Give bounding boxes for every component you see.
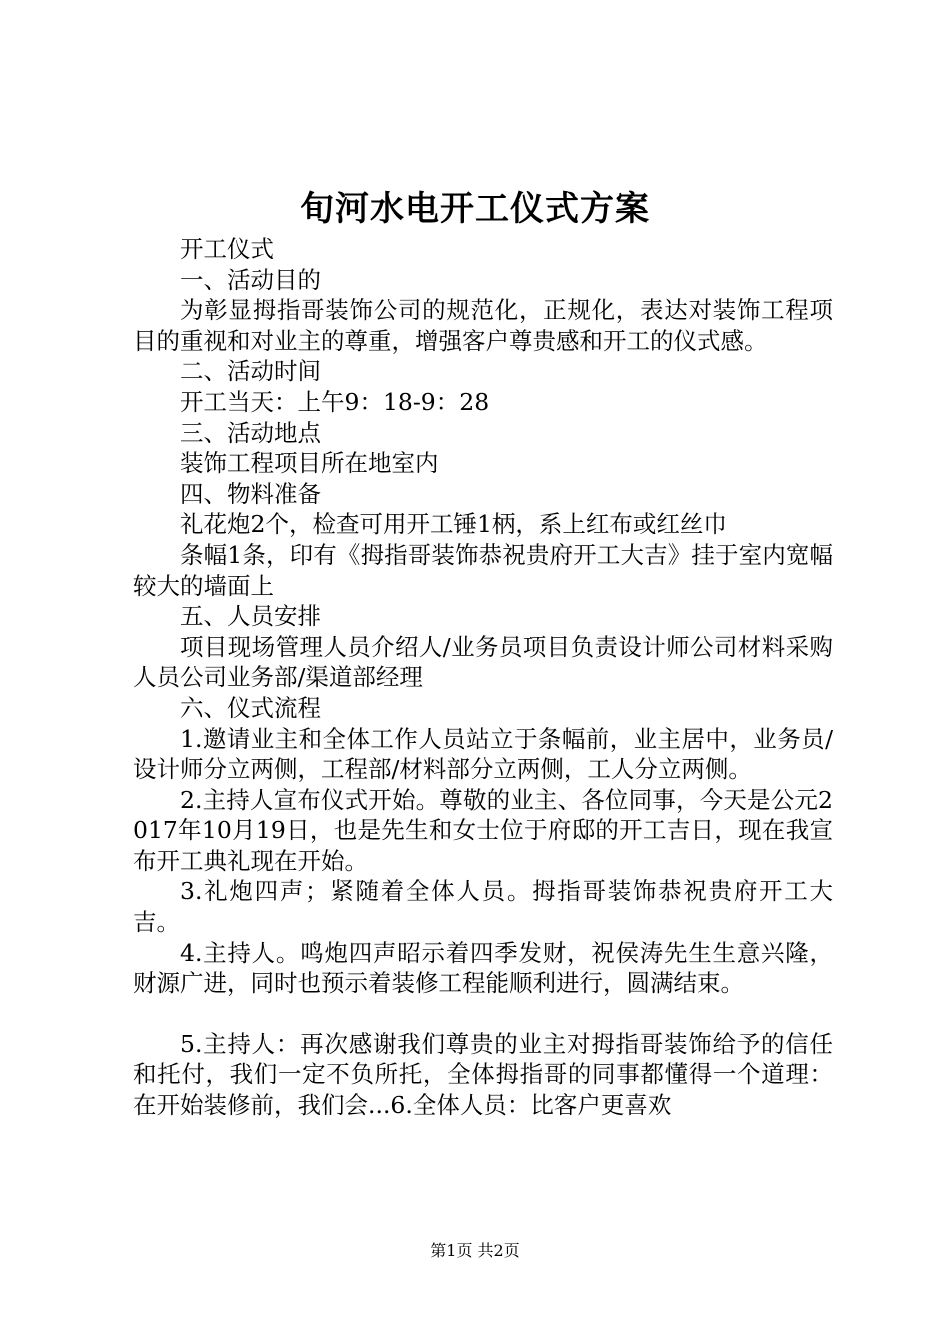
paragraph-procedure-1: 1.邀请业主和全体工作人员站立于条幅前，业主居中，业务员/设计师分立两侧，工程部/材料部分立两侧，工人分立两侧。 [133, 724, 833, 784]
section-heading-time: 二、活动时间 [180, 357, 321, 386]
paragraph-materials-2: 条幅1条，印有《拇指哥装饰恭祝贵府开工大吉》挂于室内宽幅较大的墙面上 [133, 540, 833, 600]
document-title: 旬河水电开工仪式方案 [300, 189, 650, 229]
paragraph-staff: 项目现场管理人员介绍人/业务员项目负责设计师公司材料采购人员公司业务部/渠道部经理 [133, 632, 833, 692]
paragraph-procedure-3: 3.礼炮四声；紧随着全体人员。拇指哥装饰恭祝贵府开工大吉。 [133, 877, 833, 937]
paragraph-time: 开工当天：上午9：18-9：28 [180, 387, 490, 416]
section-heading-materials: 四、物料准备 [180, 479, 321, 508]
paragraph-procedure-2: 2.主持人宣布仪式开始。尊敬的业主、各位同事，今天是公元2017年10月19日，也是先生和女士位于府邸的开工吉日，现在我宣布开工典礼现在开始。 [133, 785, 833, 875]
document-body [133, 234, 833, 1121]
paragraph-procedure-4: 4.主持人。鸣炮四声昭示着四季发财，祝侯涛先生生意兴隆，财源广进，同时也预示着装修工程能顺利进行，圆满结束。 [133, 938, 833, 998]
section-heading-purpose: 一、活动目的 [180, 265, 321, 294]
section-heading-procedure: 六、仪式流程 [180, 693, 321, 722]
section-heading-staff: 五、人员安排 [180, 602, 321, 631]
paragraph-location: 装饰工程项目所在地室内 [180, 449, 439, 478]
paragraph-materials-1: 礼花炮2个，检查可用开工锤1柄，系上红布或红丝巾 [180, 510, 727, 539]
paragraph-purpose: 为彰显拇指哥装饰公司的规范化，正规化，表达对装饰工程项目的重视和对业主的尊重，增强客户尊贵感和开工的仪式感。 [133, 296, 833, 355]
paragraph-procedure-5: 5.主持人：再次感谢我们尊贵的业主对拇指哥装饰给予的信任和托付，我们一定不负所托，全体拇指哥的同事都懂得一个道理：在开始装修前，我们会...6.全体人员：比客户更喜欢 [133, 1029, 833, 1120]
page-indicator: 第1页 共2页 [430, 1241, 520, 1260]
paragraph-heading-opening: 开工仪式 [180, 235, 274, 263]
section-heading-location: 三、活动地点 [180, 418, 321, 447]
